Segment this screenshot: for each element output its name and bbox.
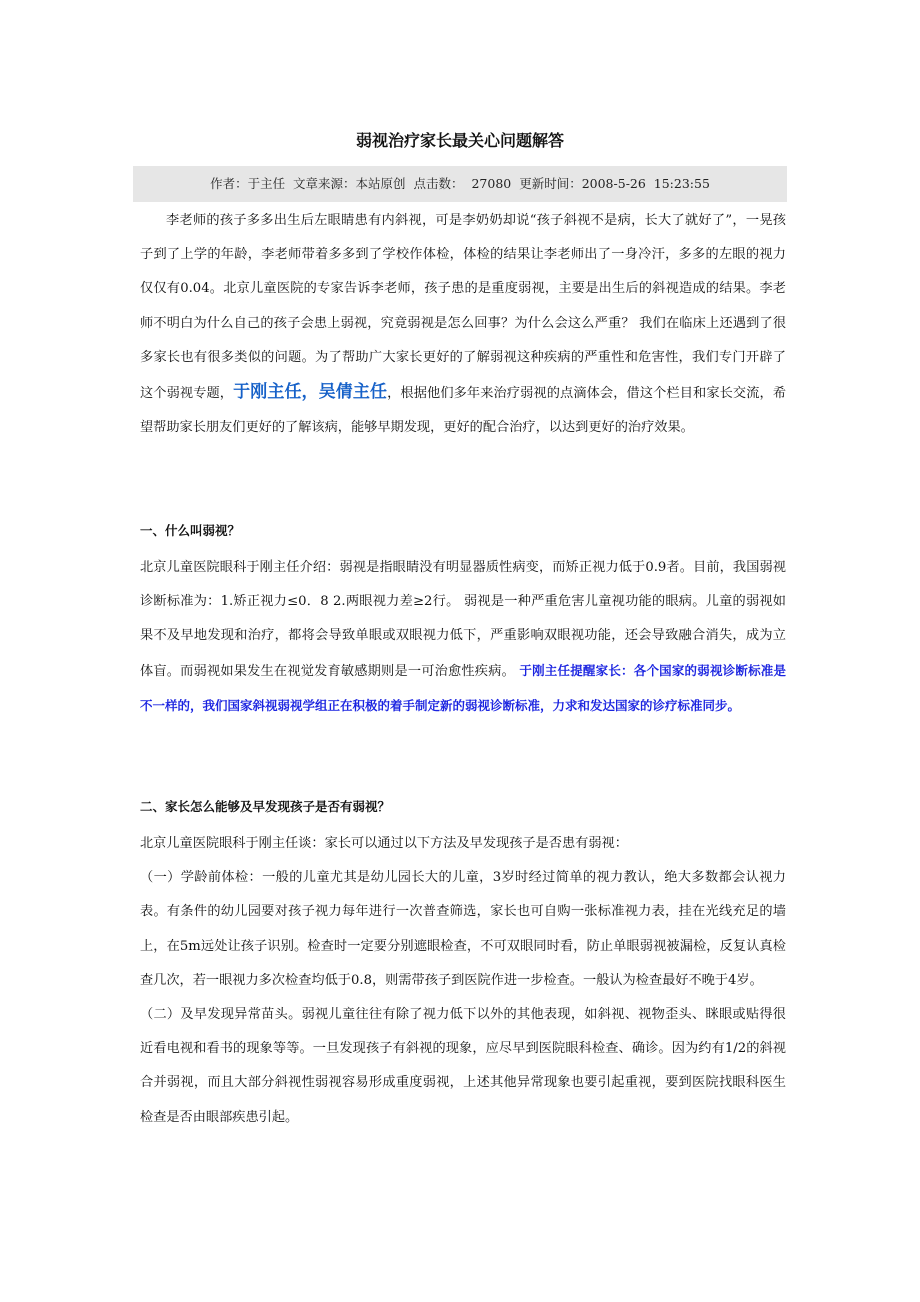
section2-intro: 北京儿童医院眼科于刚主任谈：家长可以通过以下方法及早发现孩子是否患有弱视： xyxy=(140,836,628,851)
section2-body xyxy=(140,827,786,1135)
intro-highlight-names: 于刚主任，吴倩主任 xyxy=(233,382,388,403)
section1-heading: 一、什么叫弱视？ xyxy=(140,523,241,538)
section2-heading: 二、家长怎么能够及早发现孩子是否有弱视？ xyxy=(140,799,391,814)
article-meta-bar xyxy=(133,166,787,202)
meta-clicks: 27080 xyxy=(471,176,512,191)
section2-item-1: （一）学龄前体检：一般的儿童尤其是幼儿园长大的儿童，3岁时经过简单的视力教认，绝大多数都会认视力表。有条件的幼儿园要对孩子视力每年进行一次普查筛选，家长也可自购一张标准视力表，挂在光线充足的墙上，在5m远处让孩子识别。检查时一定要分别遮眼检查，不可双眼同时看，防止单眼弱视被漏检，反复认真检查几次，若一眼视力多次检查均低于0.8，则需带孩子到医院作进一步检查。一般认为检查最好不晚于4岁。 xyxy=(140,870,786,988)
meta-author: 作者：于主任 xyxy=(210,176,286,191)
meta-updated: 更新时间：2008-5-26 15:23:55 xyxy=(519,176,710,191)
section1-text: 北京儿童医院眼科于刚主任介绍：弱视是指眼睛没有明显器质性病变，而矫正视力低于0.9者。目前，我国弱视诊断标准为：1.矫正视力≤0．8 2.两眼视力差≥2行。 弱视是一种严重危害儿童视功能的眼病。儿童的弱视如果不及早地发现和治疗，都将会导致单眼或双眼视力低下，严重影响双眼视功能，还会导致融合消失，成为立体盲。而弱视如果发生在视觉发育敏感期则是一可治愈性疾病。 xyxy=(140,560,786,679)
section2-item-2: （二）及早发现异常苗头。弱视儿童往往有除了视力低下以外的其他表现，如斜视、视物歪头、眯眼或贴得很近看电视和看书的现象等等。一旦发现孩子有斜视的现象，应尽早到医院眼科检查、确诊。因为约有1/2的斜视合并弱视，而且大部分斜视性弱视容易形成重度弱视，上述其他异常现象也要引起重视，要到医院找眼科医生检查是否由眼部疾患引起。 xyxy=(140,1007,786,1125)
intro-text-2: ，根据他们多年来治疗弱视的点滴体会，借这个栏目和家长交流，希望帮助家长朋友们更好的了解该病，能够早期发现，更好的配合治疗，以达到更好的治疗效果。 xyxy=(140,386,787,436)
intro-paragraph xyxy=(140,204,786,445)
section1-paragraph xyxy=(140,551,786,724)
article-title: 弱视治疗家长最关心问题解答 xyxy=(355,131,564,150)
intro-text-1: 李老师的孩子多多出生后左眼睛患有内斜视，可是李奶奶却说“孩子斜视不是病，长大了就好了”，一晃孩子到了上学的年龄，李老师带着多多到了学校作体检，体检的结果让李老师出了一身冷汗，多多的左眼的视力仅仅有0.04。北京儿童医院的专家告诉李老师，孩子患的是重度弱视，主要是出生后的斜视造成的结果。李老师不明白为什么自己的孩子会患上弱视，究竟弱视是怎么回事？为什么会这么严重？ 我们在临床上还遇到了很多家长也有很多类似的问题。为了帮助广大家长更好的了解弱视这种疾病的严重性和危害性，我们专门开辟了这个弱视专题， xyxy=(140,213,786,402)
meta-clicks-label: 点击数： xyxy=(413,176,464,191)
meta-source: 文章来源：本站原创 xyxy=(293,176,406,191)
section1-reminder-note: 于刚主任提醒家长：各个国家的弱视诊断标准是不一样的，我们国家斜视弱视学组正在积极的着手制定新的弱视诊断标准，力求和发达国家的诊疗标准同步。 xyxy=(140,662,786,713)
